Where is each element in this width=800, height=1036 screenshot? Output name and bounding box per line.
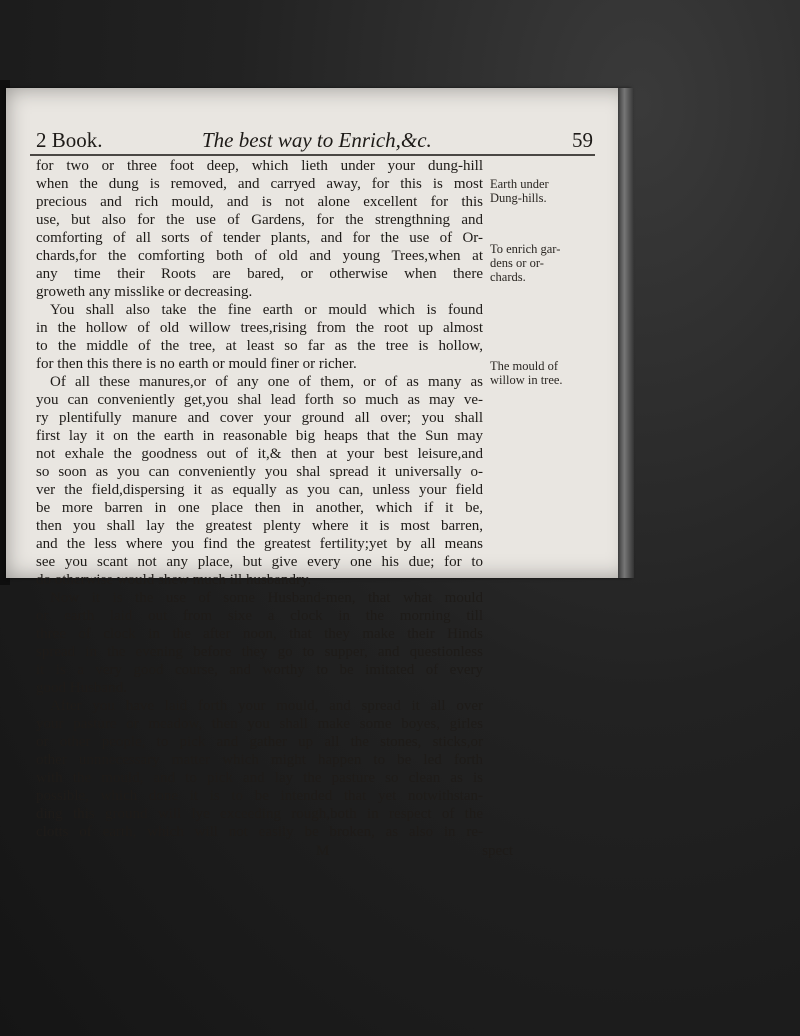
text-line: not exhale the goodness out of it,& then at your best leisure,and (36, 446, 483, 462)
text-line: use, but also for the use of Gardens, for the strengthning and (36, 212, 483, 228)
text-line: for two or three foot deep, which lieth under your dung-hill (36, 158, 483, 174)
text-line: your pasture or meadow, then you shall make some boyes, girles (36, 716, 483, 732)
body-text (36, 157, 513, 859)
text-line: three of clock in the after noon, that they make their Hinds (36, 626, 483, 642)
text-line: After you have laid forth your mould, and spread it all over (50, 698, 483, 714)
text-line: spread in the evening before they go to supper, and questionless (36, 644, 483, 660)
signature-mark: M (316, 843, 330, 859)
text-line: then you shall lay the greatest plenty where it is most barren, (36, 518, 483, 534)
text-line: Now it is the use of some Husband-men, that what mould (50, 590, 483, 606)
text-line: ding this ground will lye exceeding rough,both in respect of the (36, 806, 483, 822)
text-line: to the middle of the tree, at least so far as the tree is hollow, (36, 338, 483, 354)
text-line: any time their Roots are bared, or otherwise when there (36, 266, 483, 282)
catchword: spect (482, 843, 513, 859)
text-line: in the hollow of old willow trees,rising from the root up almost (36, 320, 483, 336)
text-line: precious and rich mould, and is not alone excellent for this (36, 194, 483, 210)
running-header (36, 128, 601, 156)
text-line: You shall also take the fine earth or mould which is found (50, 302, 483, 318)
text-line: it is a very good course, and worthy to be imitated of every (36, 662, 483, 678)
margin-note: willow in tree. (490, 373, 563, 387)
book-page (6, 88, 631, 859)
running-title: The best way to Enrich,&c. (202, 128, 432, 152)
book-number: 2 Book. (36, 128, 103, 152)
margin-note: The mould of (490, 359, 559, 373)
margin-note: dens or or- (490, 256, 544, 270)
page-number: 59 (572, 128, 593, 152)
text-line: for then this there is no earth or mould finer or richer. (36, 356, 357, 372)
margin-note: chards. (490, 270, 526, 284)
margin-note: Earth under (490, 177, 549, 191)
text-line: ver the field,dispersing it as equally as you can, unless your field (36, 482, 483, 498)
text-line: you can conveniently get,you shal lead forth so much as may ve- (36, 392, 483, 408)
text-line: with the mould, and to pick and lay the pasture so clean as is (36, 770, 483, 786)
text-line: or other people, to pick and gather up all the stones, sticks,or (36, 734, 483, 750)
text-line: comforting of all sorts of tender plants, and for the use of Or- (36, 230, 483, 246)
text-line: or earth laid out from sixe a clock in the morning till (36, 608, 483, 624)
text-line: be more barren in one place then in another, which if it be, (36, 500, 483, 516)
page-edge (618, 88, 634, 578)
text-line: other unnnecessary matter which might happen to be led forth (36, 752, 483, 768)
text-line: do otherwise would shew much ill husbandry. (36, 572, 312, 588)
page-footer (66, 842, 513, 860)
text-line: groweth any misslike or decreasing. (36, 284, 253, 300)
text-line: Of all these manures,or of any one of them, or of as many as (50, 374, 483, 390)
text-line: chards,for the comforting both of old and young Trees,when at (36, 248, 483, 264)
text-line: when the dung is removed, and carryed away, for this is most (36, 176, 483, 192)
text-line: ry plentifully manure and cover your ground all over; you shall (36, 410, 483, 426)
text-line: clotts of earth, which will not easily be broken, as also in re- (36, 824, 483, 840)
text-line: first lay it on the earth in reasonable big heaps that the Sun may (36, 428, 483, 444)
text-line: possible, which done it is to be intended that yet notwithstan- (36, 788, 483, 804)
header-rule (30, 154, 595, 156)
text-line: see you scant not any place, but give every one his due; for to (36, 554, 483, 570)
text-line: good Husband. (36, 680, 127, 696)
text-line: and the less where you find the greatest fertility;yet by all means (36, 536, 483, 552)
margin-note: Dung-hills. (490, 191, 547, 205)
text-line: so soon as you can conveniently you shal spread it universally o- (36, 464, 483, 480)
margin-note: To enrich gar- (490, 242, 561, 256)
